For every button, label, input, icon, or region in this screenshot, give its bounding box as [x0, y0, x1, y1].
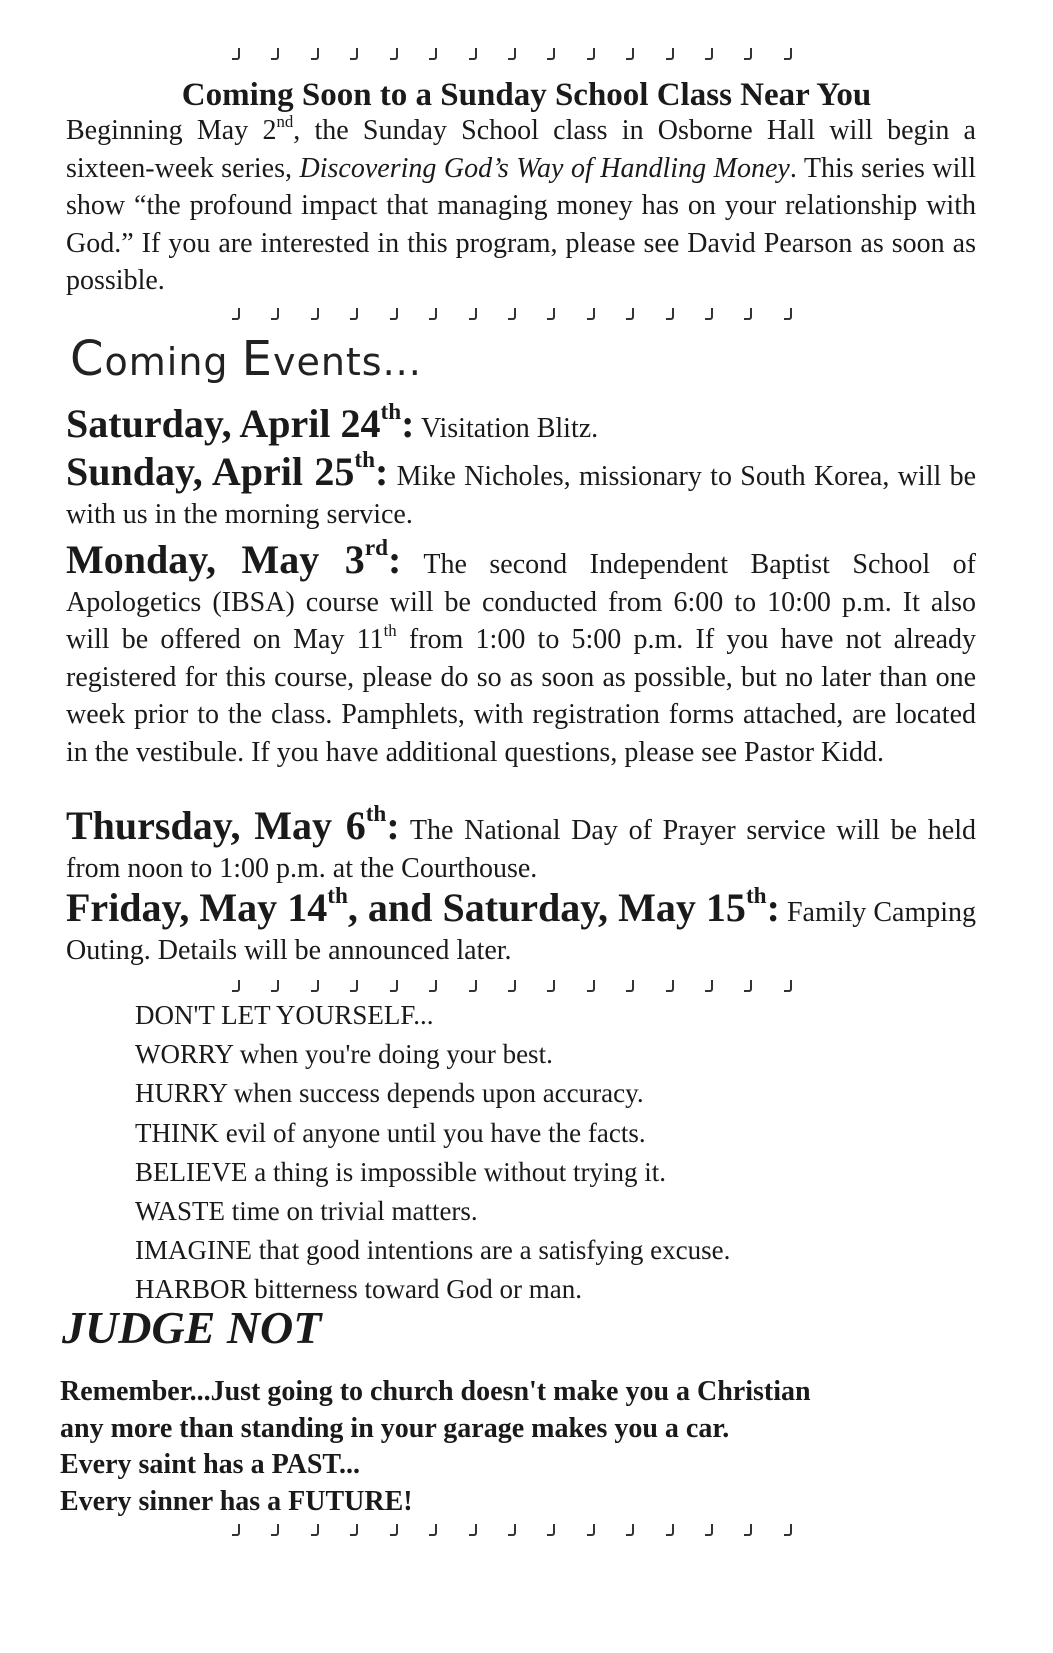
announcement-text-2: , the Sunday School class in Osborne Hall will begin a sixteen-week series,: [66, 115, 976, 184]
judge-not-heading: JUDGE NOT: [62, 1302, 322, 1353]
announcement-text-1: Beginning May 2: [66, 115, 277, 146]
event-text: Family Camping Outing. Details will be announced later.: [66, 897, 977, 966]
list-item: THINK evil of anyone until you have the facts.: [135, 1117, 646, 1148]
announcement-title: Coming Soon to a Sunday School Class Near You: [181, 77, 872, 113]
heading-text-2: vents...: [272, 340, 422, 384]
list-item: DON'T LET YOURSELF...: [135, 1000, 434, 1030]
event-item: [66, 882, 977, 969]
event-text: Visitation Blitz.: [420, 413, 599, 444]
event-text: Mike Nicholes, missionary to South Korea, will be with us in the morning service.: [66, 461, 977, 530]
list-item: HARBOR bitterness toward God or man.: [135, 1274, 582, 1305]
event-item: [66, 398, 976, 448]
event-date: Thursday, May 6th:: [66, 800, 400, 848]
closing-line: Every saint has a PAST...: [60, 1449, 360, 1480]
ornament-divider: [232, 972, 792, 992]
event-date: Monday, May 3rd:: [66, 534, 402, 582]
dont-let-yourself-list: [135, 996, 730, 1310]
closing-message: [60, 1374, 811, 1520]
event-item: [66, 534, 977, 771]
ornament-divider: [232, 40, 792, 60]
list-item: IMAGINE that good intentions are a satisfying excuse.: [135, 1235, 731, 1266]
heading-cap-c: C: [70, 331, 105, 387]
event-date: Saturday, April 24th:: [66, 398, 415, 446]
list-item: WASTE time on trivial matters.: [135, 1196, 478, 1227]
event-text: The second Independent Baptist School of Apologetics (IBSA) course will be conducted from 6:00 to 10:00 p.m. It also will be offered on May 11th from 1:00 to 5:00 p.m. If you have not already registered for this course, please do so as soon as possible, but no later than one week prior to the class. Pamphlets, with registration forms attached, are located in the vestibule. If you have additional questions, please see Pastor Kidd.: [66, 549, 977, 768]
event-date: Sunday, April 25th:: [66, 446, 389, 494]
heading-text-1: oming: [104, 340, 242, 384]
announcement-body: [66, 112, 976, 300]
announcement-sup: nd: [276, 111, 294, 131]
event-date: Friday, May 14th, and Saturday, May 15th:: [66, 882, 780, 930]
coming-events-heading: [70, 331, 422, 387]
announcement-text-3: . This series will show “the profound impact that managing money has on your relationship with God.” If you are interested in this program, please see David Pearson as soon as possible.: [66, 152, 976, 296]
closing-line: Every sinner has a FUTURE!: [60, 1485, 413, 1517]
ornament-divider: [232, 1516, 792, 1536]
event-item: [66, 446, 977, 533]
event-item: [66, 800, 976, 887]
heading-cap-e: E: [241, 331, 273, 387]
list-item: WORRY when you're doing your best.: [135, 1039, 553, 1070]
list-item: HURRY when success depends upon accuracy.: [135, 1078, 644, 1109]
closing-line: Remember...Just going to church doesn't make you a Christian: [60, 1376, 811, 1407]
closing-line: any more than standing in your garage makes you a car.: [60, 1412, 730, 1444]
ornament-divider: [232, 300, 792, 320]
event-text: The National Day of Prayer service will be held from noon to 1:00 p.m. at the Courthouse.: [66, 815, 976, 884]
list-item: BELIEVE a thing is impossible without trying it.: [135, 1156, 666, 1187]
series-title: Discovering God’s Way of Handling Money: [299, 152, 790, 184]
